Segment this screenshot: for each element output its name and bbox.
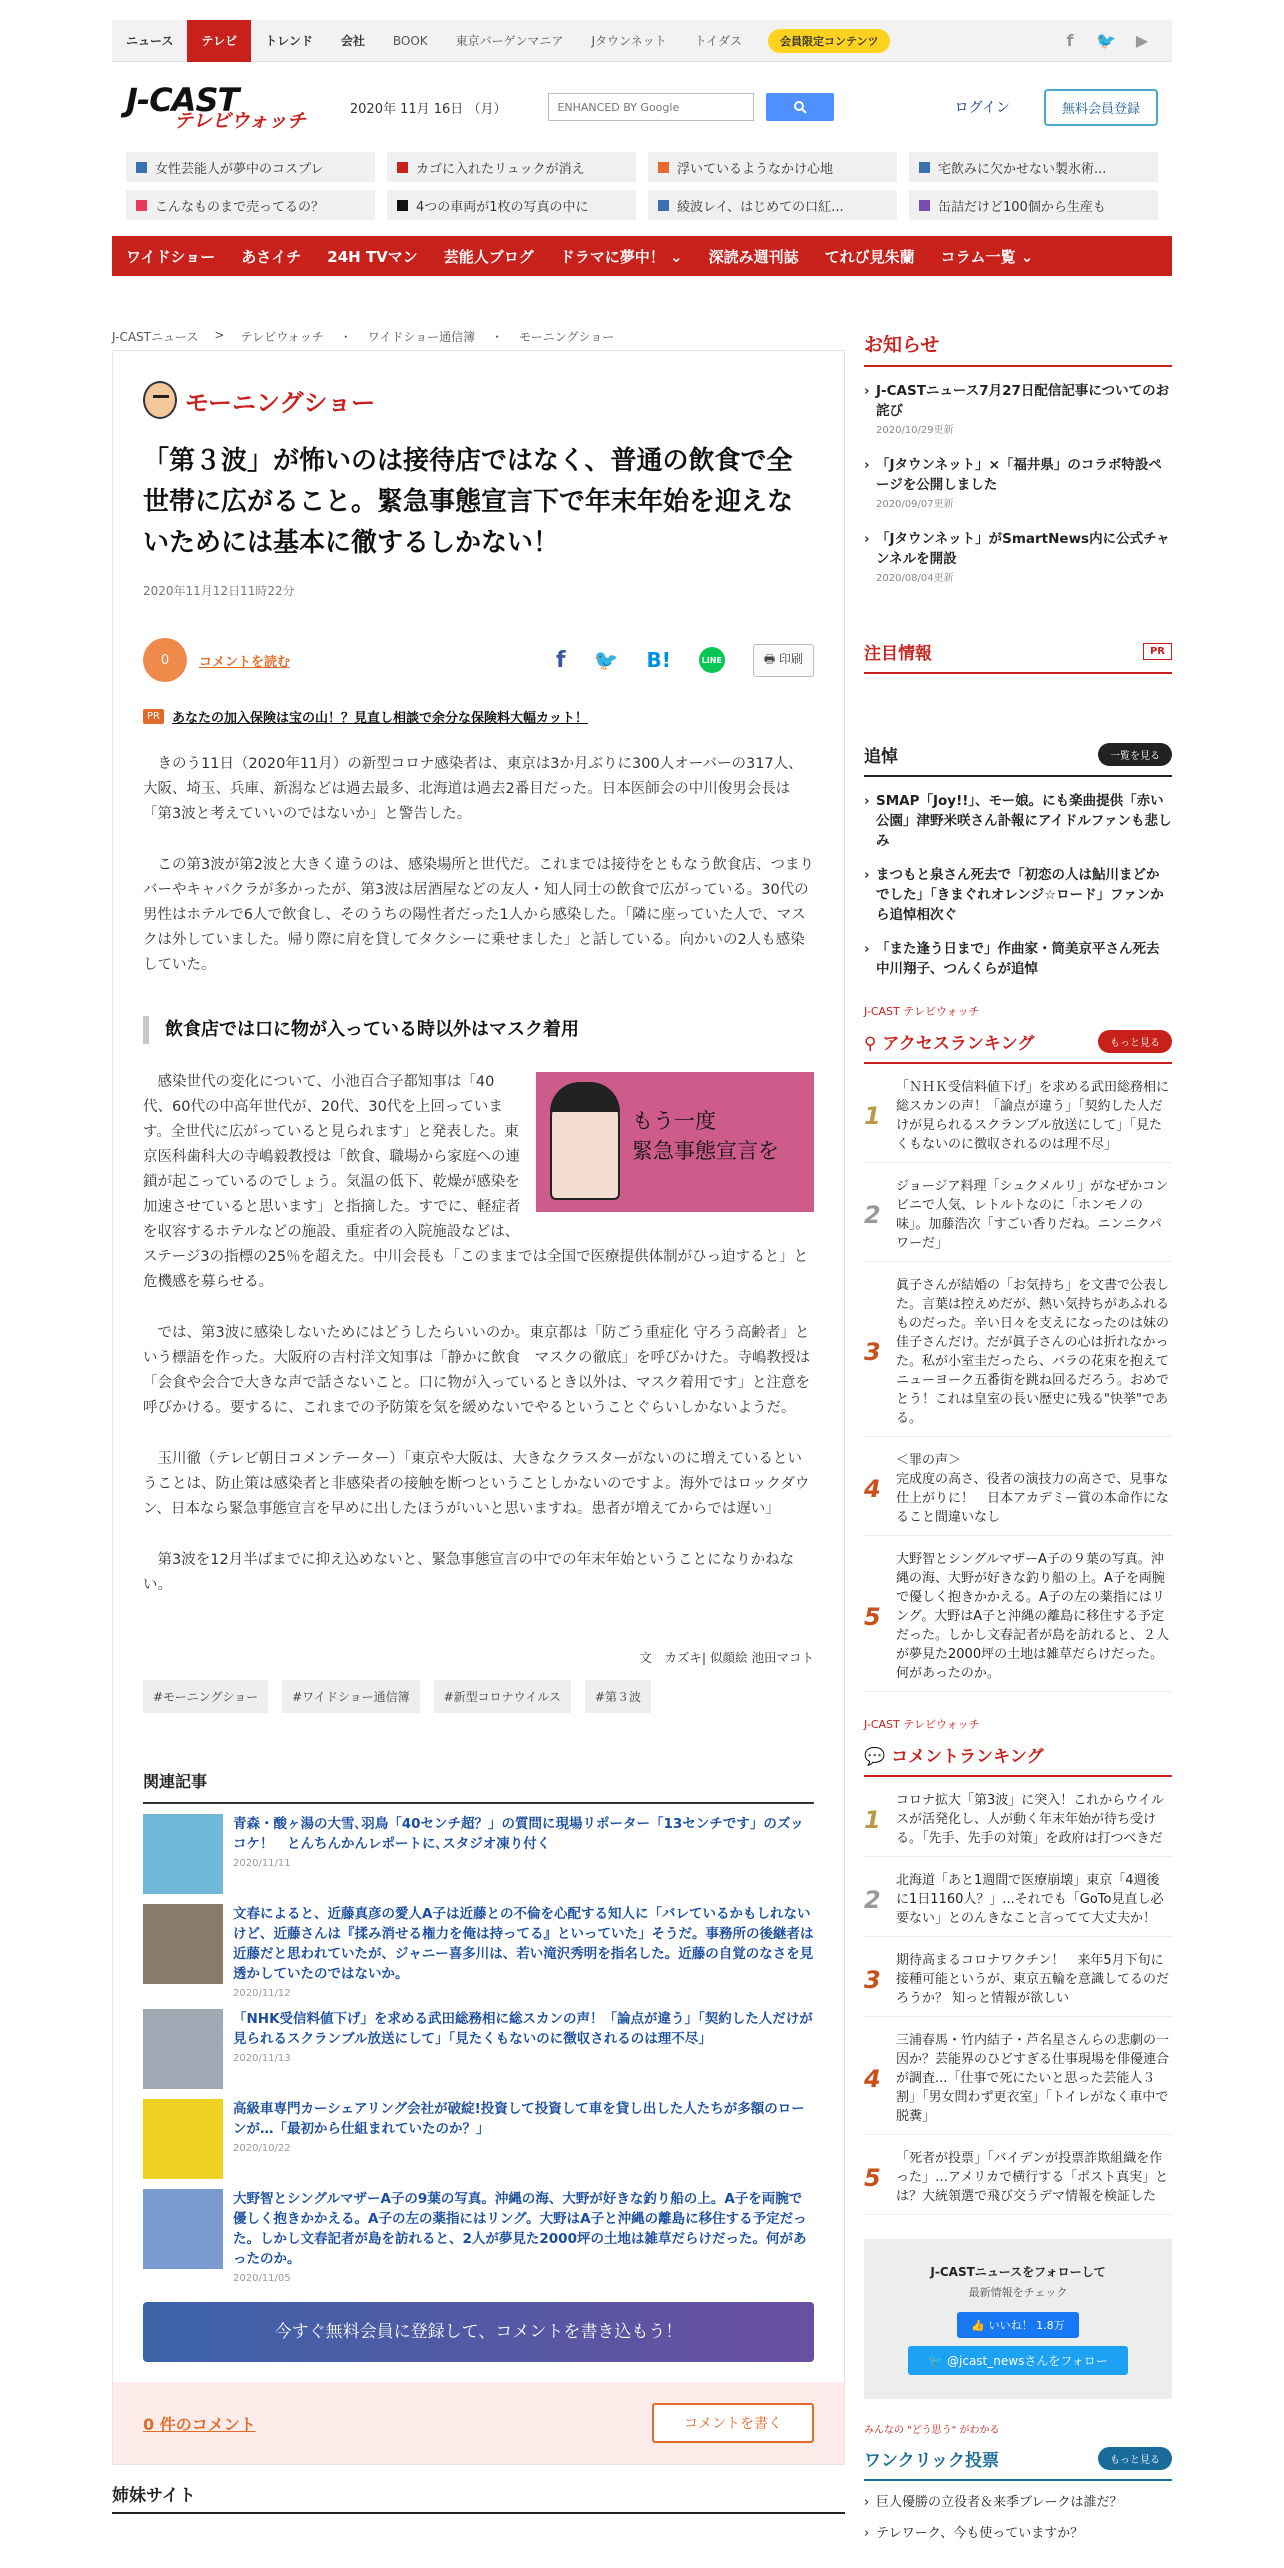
comment-ranking-list: [864, 1791, 1172, 2215]
obituary-title: 追悼: [864, 747, 898, 767]
pr-text-link[interactable]: あなたの加入保険は宝の山！？見直し相談で余分な保険料大幅カット！: [171, 711, 588, 726]
twitter-share-icon[interactable]: 🐦: [593, 648, 619, 672]
caricature-hair: [550, 1082, 620, 1112]
access-more-button[interactable]: もっと見る: [1098, 1030, 1172, 1053]
rank-number: 1: [864, 1805, 881, 1834]
trending-label: 女性芸能人が夢中のコスプレ: [155, 161, 324, 177]
ranking-icon: ⚲: [864, 1034, 883, 1054]
tag-list: [143, 1680, 814, 1713]
current-date: 2020年 11月 16日 （月）: [349, 101, 507, 117]
rank-text[interactable]: ＜罪の声＞ 完成度の高さ、役者の演技力の高さで、見事な仕上がりに！ 日本アカデミー賞の本命作になること間違いなし: [896, 1453, 1169, 1525]
section-heading: 飲食店では口に物が入っている時以外はマスク着用: [143, 1016, 814, 1044]
notice-text[interactable]: › 「Jタウンネット」×「福井県」のコラボ特設ページを公開しました: [876, 457, 1162, 493]
related-title[interactable]: 文春によると、近藤真彦の愛人A子は近藤との不倫を心配する知人に「バレているかもしれないけど、近藤さんは『揉み消せる権力を俺は持ってる』といっていた」そうだ。事務所の後継者は近藤だと思われていたが、ジャニー喜多川は、若い滝沢秀明を指名した。近藤の自覚のなさを見透かしていたのではないか。: [233, 1906, 814, 1982]
category-nav-item[interactable]: 芸能人ブログ: [443, 247, 534, 266]
topnav-toidas[interactable]: トイダス: [694, 34, 743, 48]
related-item[interactable]: [143, 1814, 814, 1894]
twitter-icon[interactable]: 🐦: [1096, 31, 1116, 50]
vote-title: ワンクリック投票: [864, 2451, 999, 2471]
related-title[interactable]: 「NHK受信料値下げ」を求める武田総務相に総スカンの声！「論点が違う」「契約した人だけが見られるスクランブル放送にして」「見たくもないのに徴収されるのは理不尽」: [233, 2011, 813, 2047]
trending-link[interactable]: [387, 190, 636, 220]
related-item[interactable]: [143, 2099, 814, 2179]
category-nav-item[interactable]: 深読み週刊誌: [708, 247, 799, 266]
trending-link[interactable]: [648, 152, 897, 182]
facebook-share-icon[interactable]: f: [555, 647, 566, 673]
bullet-square-icon: [397, 162, 408, 173]
bullet-square-icon: [658, 162, 669, 173]
notice-item[interactable]: [864, 529, 1172, 589]
access-ranking-title: アクセスランキング: [882, 1034, 1035, 1054]
notice-list: [864, 381, 1172, 589]
tag[interactable]: #第３波: [585, 1680, 651, 1713]
poll-item[interactable]: › テレワーク、今も使っていますか？: [864, 2524, 1172, 2543]
rank-text[interactable]: 大野智とシングルマザーA子の９葉の写真。沖縄の海、大野が好きな釣り船の上。A子を両腕で優しく抱きかかえる。A子の左の薬指にはリング。大野はA子と沖縄の離島に移住する予定だった。しかし文春記者が島を訪れると、２人が夢見た2000坪の土地は雑草だらけだった。何があったのか。: [896, 1552, 1170, 1681]
vote-heading: [864, 2440, 1172, 2481]
register-cta-button[interactable]: 今すぐ無料会員に登録して、コメントを書き込もう！: [143, 2302, 814, 2362]
pr-badge: PR: [143, 709, 164, 724]
sister-sites-heading: 姉妹サイト: [112, 2481, 845, 2514]
topnav-news[interactable]: ニュース: [126, 34, 174, 48]
trending-link[interactable]: [126, 152, 375, 182]
comment-count-icon[interactable]: 0: [143, 638, 187, 682]
trending-label: 浮いているようなかけ心地: [677, 161, 834, 177]
caption-line2: 緊急事態宣言を: [632, 1139, 779, 1163]
site-logo[interactable]: [126, 80, 306, 132]
related-item[interactable]: [143, 2009, 814, 2089]
bullet-square-icon: [397, 200, 408, 211]
rank-number: 4: [864, 1475, 881, 1503]
member-content-badge[interactable]: 会員限定コンテンツ: [768, 29, 890, 53]
article-body: [143, 752, 814, 1598]
caricature-image: [536, 1072, 814, 1212]
caricature-caption: [632, 1106, 779, 1166]
trending-label: こんなものまで売ってるの？: [155, 199, 325, 215]
trending-label: 缶詰だけど100個から生産も: [938, 199, 1106, 215]
tag[interactable]: #ワイドショー通信簿: [282, 1680, 419, 1713]
rank-number: 2: [864, 1201, 881, 1229]
line-share-icon[interactable]: LINE: [699, 647, 725, 673]
vote-more-button[interactable]: もっと見る: [1098, 2447, 1172, 2470]
trending-link[interactable]: [648, 190, 897, 220]
caricature-icon: [143, 381, 177, 419]
share-bar: [143, 639, 814, 681]
comment-bar: [113, 2382, 844, 2464]
search-input[interactable]: ENHANCED BY Google: [548, 93, 754, 121]
related-title[interactable]: 大野智とシングルマザーA子の9葉の写真。沖縄の海、大野が好きな釣り船の上。A子を両腕で優しく抱きかかえる。A子の左の薬指にはリング。大野はA子と沖縄の離島に移住する予定だった。しかし文春記者が島を訪れると、2人が夢見た2000坪の土地は雑草だらけだった。何があったのか。: [233, 2191, 807, 2267]
category-nav-item[interactable]: あさイチ: [241, 247, 302, 266]
pr-link: [143, 707, 814, 726]
rank-number: 2: [864, 1885, 881, 1914]
bullet-square-icon: [919, 162, 930, 173]
ranking-item[interactable]: [864, 1177, 1172, 1262]
tag[interactable]: #新型コロナウイルス: [434, 1680, 571, 1713]
print-label: 印刷: [778, 651, 803, 666]
facebook-icon[interactable]: f: [1066, 31, 1074, 50]
category-nav-item[interactable]: ワイドショー: [126, 247, 216, 266]
related-text: [233, 2009, 814, 2089]
site-header: [112, 62, 1172, 152]
bullet-square-icon: [919, 200, 930, 211]
notice-date: 2020/09/07更新: [876, 499, 954, 510]
pr-badge: PR: [1143, 643, 1172, 660]
poll-item[interactable]: › 巨人優勝の立役者＆来季ブレークは誰だ？: [864, 2493, 1172, 2512]
related-date: 2020/11/12: [233, 1988, 291, 1999]
paragraph: この第3波が第2波と大きく違うのは、感染場所と世代だ。これまでは接待をともなう飲食店、つまりバーやキャバクラが多かったが、第3波は居酒屋などの友人・知人同士の飲食で広がっている。30代の男性はホテルで6人で飲食し、そのうちの陽性者だった1人から感染した。「隣に座っていた人で、マスクは外していました。帰り際に肩を貸してタクシーに乗せました」と話している。向かいの2人も感染していた。: [143, 857, 814, 973]
trending-link[interactable]: [126, 190, 375, 220]
breadcrumb-sep: ・: [339, 330, 352, 344]
trending-label: 宅飲みに欠かせない製氷術...: [938, 161, 1107, 177]
logo-subtext: テレビウォッチ: [174, 109, 306, 132]
topnav-bargain[interactable]: 東京バーゲンマニア: [455, 34, 564, 48]
login-link[interactable]: ログイン: [954, 100, 1010, 116]
rank-text[interactable]: 「死者が投票」「バイデンが投票詐欺組織を作った」…アメリカで横行する「ポスト真実」とは？大統領選で飛び交うデマ情報を検証した: [896, 2151, 1169, 2204]
topnav-tv[interactable]: テレビ: [187, 20, 251, 62]
paragraph: 感染世代の変化について、小池百合子都知事は「40代、60代の中高年世代が、20代、30代を上回っています。全世代に広がっていると見られます」と発表した。東京医科歯科大の寺嶋毅教授は「飲食、職場から家庭への連鎖が起こっているのでしょう。気温の低下、乾燥が感染を加速させていると思います」と指摘した。すでに、軽症者を収容するホテルなどの施設、重症者の入院施設などは、ステージ3の指標の25％を超えた。中川会長も「このままでは全国で医療提供体制がひっ迫すると」と危機感を募らせる。: [143, 1074, 809, 1290]
ranking-item[interactable]: [864, 1451, 1172, 1536]
youtube-icon[interactable]: ▶: [1135, 31, 1149, 50]
rank-text[interactable]: 北海道「あと1週間で医療崩壊」東京「4週後に1日1160人？」...それでも「GoTo見直し必要ない」とのんきなこと言ってて大丈夫か！: [896, 1873, 1164, 1926]
trending-link[interactable]: [387, 152, 636, 182]
trending-label: 4つの車両が1枚の写真の中に: [416, 199, 589, 215]
breadcrumb-tvwatch[interactable]: テレビウォッチ: [240, 330, 324, 344]
related-text: [233, 1904, 814, 1999]
main-column: [112, 340, 845, 2514]
related-text: [233, 2189, 814, 2284]
obituary-item[interactable]: › SMAP「Joy!!」、モー娘。にも楽曲提供「赤い公園」津野米咲さん訃報にアイドルファンも悲しみ: [864, 791, 1172, 851]
paragraph: 第3波を12月半ばまでに抑え込めないと、緊急事態宣言の中での年末年始ということになりかねない。: [143, 1552, 795, 1593]
follow-box: [864, 2239, 1172, 2399]
section-title: モーニングショー: [185, 388, 376, 417]
trending-label: カゴに入れたリュックが消え: [416, 161, 585, 177]
caption-line1: もう一度: [632, 1109, 716, 1133]
access-ranking-heading: [864, 1023, 1172, 1064]
access-ranking-list: [864, 1078, 1172, 1692]
section-label: J-CAST テレビウォッチ: [864, 1718, 980, 1731]
breadcrumb-sep: >: [214, 328, 225, 342]
breadcrumb-sep: ・: [491, 330, 504, 344]
notice-item[interactable]: [864, 455, 1172, 515]
rank-number: 1: [864, 1102, 881, 1130]
ranking-item[interactable]: [864, 1276, 1172, 1437]
read-comments-link[interactable]: コメントを読む: [199, 654, 291, 670]
write-comment-button[interactable]: コメントを書く: [652, 2403, 814, 2443]
related-text: [233, 1814, 814, 1894]
ranking-item[interactable]: [864, 2031, 1172, 2135]
poll-list: [864, 2493, 1172, 2543]
related-date: 2020/11/05: [233, 2273, 291, 2284]
paragraph: きのう11日（2020年11月）の新型コロナ感染者は、東京は3か月ぶりに300人オーバーの317人、大阪、埼玉、兵庫、新潟などは過去最多、北海道は過去2番目だった。日本医師会の中川俊男会長は「第3波と考えていいのではないか」と警告した。: [143, 756, 803, 822]
obituary-heading: [864, 742, 1172, 777]
top-nav: [112, 20, 1172, 62]
paragraph: では、第3波に感染しないためにはどうしたらいいのか。東京都は「防ごう重症化 守ろう高齢者」という標語を作った。大阪府の吉村洋文知事は「静かに飲食 マスクの徹底」を呼びかけた。寺嶋教授は「会食や会合で大きな声で話さないこと。口に物が入っているとき以外は、マスク着用です」と注意を呼びかける。要するに、これまでの予防策を気を緩めないでやるということぐらいしかないようだ。: [143, 1325, 810, 1416]
bullet-square-icon: [136, 200, 147, 211]
ranking-item[interactable]: [864, 1951, 1172, 2017]
featured-title: 注目情報: [864, 644, 932, 664]
trending-link[interactable]: [909, 190, 1158, 220]
register-button[interactable]: 無料会員登録: [1044, 89, 1158, 126]
topnav-trend[interactable]: トレンド: [265, 34, 313, 48]
logo-text: J-CAST: [126, 80, 239, 119]
category-nav-item[interactable]: てれび見朱蘭: [824, 247, 915, 266]
section-logo[interactable]: [143, 381, 814, 419]
topnav-jtown[interactable]: Jタウンネット: [591, 34, 667, 48]
search-form: [548, 93, 834, 121]
hatena-bookmark-icon[interactable]: B!: [646, 648, 671, 672]
rank-text[interactable]: 「ＮＨＫ受信料値下げ」を求める武田総務相に総スカンの声！「論点が違う」「契約した人だけが見られるスクランブル放送にして」「見たくもないのに徴収されるのは理不尽」: [896, 1080, 1170, 1152]
category-nav-item[interactable]: ドラマに夢中！ ⌄: [559, 247, 683, 266]
related-title[interactable]: 高級車専門カーシェアリング会社が破綻!投資して投資して車を貸し出した人たちが多額のローンが…「最初から仕組まれていたのか？」: [233, 2101, 805, 2137]
comment-count-link[interactable]: 0 件のコメント: [143, 2414, 256, 2434]
related-articles: [143, 1769, 814, 2284]
rank-text[interactable]: 期待高まるコロナワクチン！ 来年5月下旬に接種可能というが、東京五輪を意識してるのだろうか？ 知っと情報が欲しい: [896, 1953, 1170, 2006]
ranking-item[interactable]: [864, 1550, 1172, 1692]
search-icon: [793, 100, 807, 114]
search-button[interactable]: [766, 93, 834, 121]
rank-number: 5: [864, 1602, 881, 1631]
ranking-item[interactable]: [864, 2149, 1172, 2215]
rank-number: 4: [864, 2064, 881, 2093]
related-thumbnail[interactable]: [143, 2009, 223, 2089]
rank-number: 3: [864, 1338, 881, 1366]
breadcrumb-wideshow[interactable]: ワイドショー通信簿: [367, 330, 476, 344]
related-item[interactable]: [143, 1904, 814, 1999]
related-text: [233, 2099, 814, 2179]
obituary-list: [864, 791, 1172, 979]
category-nav: [112, 236, 1172, 276]
related-date: 2020/10/22: [233, 2143, 291, 2154]
related-title[interactable]: 青森・酸ヶ湯の大雪､羽鳥「40センチ超？」の質問に現場リポーター「13センチです」のズッコケ！ とんちんかんレポートに､スタジオ凍り付く: [233, 1816, 804, 1852]
featured-heading: [864, 639, 1172, 674]
trending-links: [112, 152, 1172, 220]
social-links: [1060, 31, 1172, 51]
related-thumbnail[interactable]: [143, 1814, 223, 1894]
bullet-square-icon: [136, 162, 147, 173]
category-nav-item[interactable]: 24H TVマン: [327, 247, 418, 266]
obituary-more-button[interactable]: 一覧を見る: [1098, 743, 1172, 766]
related-date: 2020/11/13: [233, 2053, 291, 2064]
breadcrumb-morningshow[interactable]: モーニングショー: [519, 330, 615, 344]
comment-ranking-heading: [864, 1736, 1172, 1777]
notice-text[interactable]: › J-CASTニュース7月27日配信記事についてのお詫び: [876, 383, 1170, 419]
paragraph: 玉川徹（テレビ朝日コメンテーター）「東京や大阪は、大きなクラスターがないのに増えているということは、防止策は感染者と非感染者の接触を断つということしかないのですよ。海外ではロックダウン、日本なら緊急事態宣言を早めに出したほうがいいと思いますね。患者が増えてからでは遅い」: [143, 1451, 810, 1517]
related-thumbnail[interactable]: [143, 2099, 223, 2179]
obituary-item[interactable]: › まつもと泉さん死去で「初恋の人は鮎川まどかでした」「きまぐれオレンジ☆ロード」ファンから追悼相次ぐ: [864, 865, 1172, 925]
category-nav-item[interactable]: コラム一覧 ⌄: [940, 247, 1034, 266]
rank-number: 3: [864, 1965, 881, 1994]
publish-date: 2020年11月12日11時22分: [143, 584, 295, 598]
notice-text[interactable]: › 「Jタウンネット」がSmartNews内に公式チャンネルを開設: [876, 531, 1170, 567]
print-button[interactable]: 🖶 印刷: [753, 644, 814, 677]
trending-label: 綾波レイ、はじめての口紅...: [677, 199, 844, 215]
notice-date: 2020/08/04更新: [876, 573, 954, 584]
obituary-item[interactable]: › 「また逢う日まで」作曲家・筒美京平さん死去 中川翔子、つんくらが追悼: [864, 939, 1172, 979]
facebook-like-button[interactable]: 👍 いいね！ 1.8万: [957, 2312, 1078, 2338]
notice-item[interactable]: [864, 381, 1172, 441]
follow-subtext: 最新情報をチェック: [968, 2286, 1068, 2299]
rank-text[interactable]: コロナ拡大「第3波」に突入！これからウイルスが活発化し、人が動く年末年始が待ち受ける。「先手、先手の対策」を政府は打つべきだ: [896, 1793, 1164, 1846]
rank-text[interactable]: 三浦春馬・竹内結子・芦名星さんらの悲劇の一因か？芸能界のひどすぎる仕事現場を俳優連合が調査...「仕事で死にたいと思った芸能人３割」「男女問わず更衣室」「トイレがなく車中で脱糞」: [896, 2033, 1170, 2124]
rank-number: 5: [864, 2163, 881, 2192]
topnav-company[interactable]: 会社: [340, 34, 365, 48]
topnav-book[interactable]: BOOK: [392, 33, 428, 48]
ranking-item[interactable]: [864, 1078, 1172, 1163]
related-heading: 関連記事: [143, 1769, 814, 1804]
notice-date: 2020/10/29更新: [876, 425, 954, 436]
tag[interactable]: #モーニングショー: [143, 1680, 268, 1713]
section-label: J-CAST テレビウォッチ: [864, 1005, 980, 1018]
rank-text[interactable]: ジョージア料理「シュクメルリ」がなぜかコンビニで人気、レトルトなのに「ホンモノの味」。加藤浩次「すごい香りだね。ニンニクパワーだ」: [896, 1179, 1169, 1251]
trending-link[interactable]: [909, 152, 1158, 182]
notice-heading: お知らせ: [864, 330, 1172, 367]
follow-text: J-CASTニュースをフォローして: [930, 2265, 1106, 2279]
article-title: 「第３波」が怖いのは接待店ではなく、普通の飲食で全世帯に広がること。緊急事態宣言下で年末年始を迎えないためには基本に徹するしかない！: [143, 446, 794, 558]
rank-text[interactable]: 眞子さんが結婚の「お気持ち」を文書で公表した。言葉は控えめだが、熱い気持ちがあふれるものだった。辛い日々を支えになったのは妹の佳子さんだけ。だが眞子さんの心は折れなかった。私が小室圭だったら、バラの花束を抱えてニューヨーク五番街を跳ね回るだろう。おめでとう！これは皇室の長い歴史に残る"快挙"である。: [896, 1278, 1170, 1426]
related-date: 2020/11/11: [233, 1858, 291, 1869]
related-thumbnail[interactable]: [143, 2189, 223, 2269]
author-credit: 文 カズキ| 似顔絵 池田マコト: [639, 1650, 814, 1665]
related-thumbnail[interactable]: [143, 1904, 223, 1984]
bullet-square-icon: [658, 200, 669, 211]
article: [112, 350, 845, 2465]
ranking-item[interactable]: [864, 1871, 1172, 1937]
ranking-item[interactable]: [864, 1791, 1172, 1857]
breadcrumb-jcast[interactable]: J-CASTニュース: [112, 330, 199, 344]
comment-ranking-title: コメントランキング: [891, 1747, 1044, 1767]
vote-label: みんなの "どう思う" がわかる: [864, 2425, 1000, 2436]
related-item[interactable]: [143, 2189, 814, 2284]
twitter-follow-button[interactable]: 🐦 @jcast_newsさんをフォロー: [908, 2346, 1127, 2375]
comment-icon: 💬: [864, 1747, 892, 1767]
sidebar: [864, 330, 1172, 2543]
